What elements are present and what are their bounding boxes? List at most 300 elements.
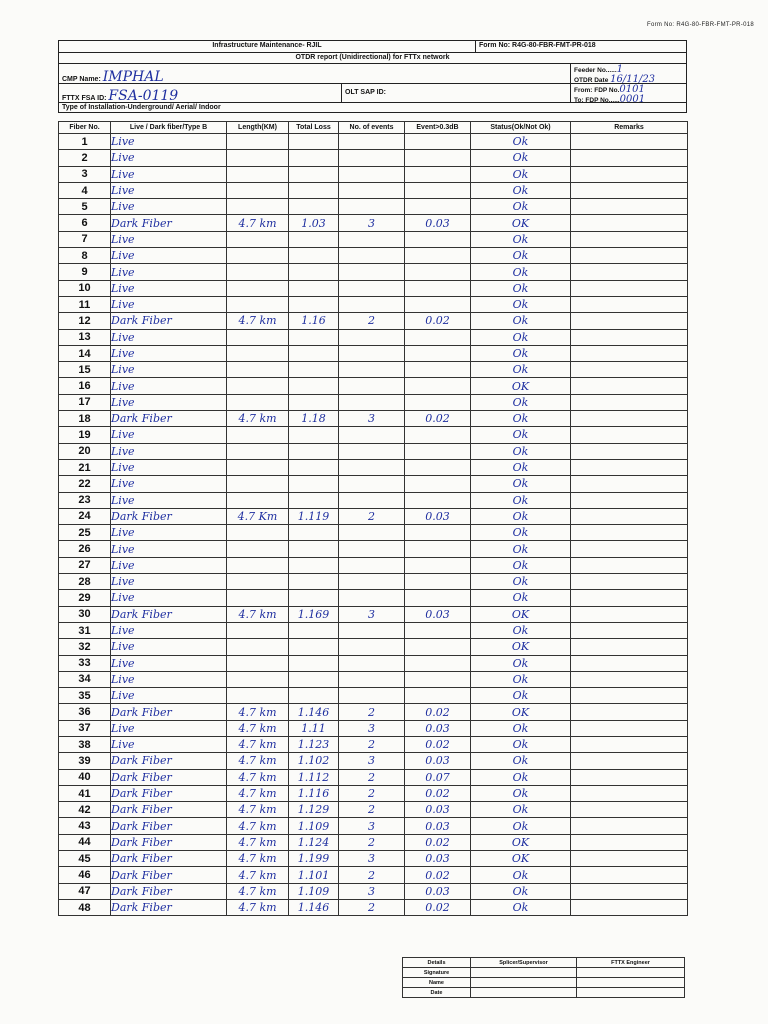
table-row: [59, 345, 688, 361]
length-value: [227, 280, 289, 296]
event-03db-value: 0.07: [405, 769, 471, 785]
table-row: [59, 134, 688, 150]
total-loss-value: [289, 296, 339, 312]
status-value: Ok: [471, 769, 571, 785]
event-03db-value: 0.02: [405, 834, 471, 850]
total-loss-value: 1.199: [289, 851, 339, 867]
events-count: 3: [339, 753, 405, 769]
length-value: 4.7 km: [227, 606, 289, 622]
table-row: [59, 508, 688, 524]
table-row: [59, 883, 688, 899]
total-loss-value: [289, 264, 339, 280]
total-loss-value: [289, 525, 339, 541]
table-row: [59, 199, 688, 215]
events-count: [339, 378, 405, 394]
total-loss-value: 1.18: [289, 411, 339, 427]
events-count: [339, 688, 405, 704]
table-row: [59, 215, 688, 231]
status-value: Ok: [471, 166, 571, 182]
events-count: 2: [339, 704, 405, 720]
fsa-id-value: FSA-0119: [108, 88, 179, 102]
length-value: [227, 590, 289, 606]
events-count: 2: [339, 736, 405, 752]
fiber-type: Live: [111, 476, 227, 492]
event-03db-value: [405, 231, 471, 247]
form-number: Form No: R4G-80-FBR-FMT-PR-018: [479, 42, 596, 49]
length-value: [227, 362, 289, 378]
table-row: [59, 443, 688, 459]
status-value: Ok: [471, 736, 571, 752]
length-value: [227, 199, 289, 215]
event-03db-value: [405, 166, 471, 182]
status-value: Ok: [471, 296, 571, 312]
total-loss-value: [289, 655, 339, 671]
table-row: [59, 557, 688, 573]
status-value: Ok: [471, 688, 571, 704]
length-value: [227, 378, 289, 394]
table-row: [59, 736, 688, 752]
fiber-number: 32: [59, 639, 111, 655]
from-fdp-label: From: FDP No.: [574, 87, 620, 94]
fiber-type: Live: [111, 264, 227, 280]
remarks-value: [571, 688, 688, 704]
col-fiber-no: Fiber No.: [59, 122, 111, 134]
col-fiber-type: Live / Dark fiber/Type B: [111, 122, 227, 134]
sig-cell: [471, 978, 577, 988]
remarks-value: [571, 345, 688, 361]
fiber-number: 42: [59, 802, 111, 818]
event-03db-value: [405, 525, 471, 541]
events-count: [339, 443, 405, 459]
event-03db-value: 0.02: [405, 313, 471, 329]
table-row: [59, 427, 688, 443]
fiber-number: 1: [59, 134, 111, 150]
length-value: 4.7 km: [227, 818, 289, 834]
table-row: [59, 704, 688, 720]
remarks-value: [571, 802, 688, 818]
events-count: [339, 459, 405, 475]
fiber-number: 29: [59, 590, 111, 606]
event-03db-value: [405, 459, 471, 475]
total-loss-value: 1.124: [289, 834, 339, 850]
fiber-type: Live: [111, 280, 227, 296]
remarks-value: [571, 785, 688, 801]
total-loss-value: [289, 541, 339, 557]
length-value: 4.7 km: [227, 867, 289, 883]
signature-box: [402, 957, 685, 998]
status-value: OK: [471, 834, 571, 850]
table-row: [59, 394, 688, 410]
status-value: OK: [471, 378, 571, 394]
total-loss-value: [289, 443, 339, 459]
table-row: [59, 590, 688, 606]
length-value: [227, 394, 289, 410]
status-value: Ok: [471, 231, 571, 247]
status-value: Ok: [471, 720, 571, 736]
status-value: OK: [471, 606, 571, 622]
event-03db-value: [405, 182, 471, 198]
total-loss-value: [289, 345, 339, 361]
to-fdp-value: 0001: [619, 94, 646, 102]
remarks-value: [571, 394, 688, 410]
total-loss-value: [289, 248, 339, 264]
fiber-type: Dark Fiber: [111, 785, 227, 801]
remarks-value: [571, 199, 688, 215]
fiber-number: 17: [59, 394, 111, 410]
fiber-type: Live: [111, 427, 227, 443]
event-03db-value: 0.03: [405, 508, 471, 524]
table-body: [59, 134, 688, 916]
remarks-value: [571, 166, 688, 182]
table-row: [59, 476, 688, 492]
events-count: 2: [339, 834, 405, 850]
fiber-type: Dark Fiber: [111, 769, 227, 785]
events-count: [339, 427, 405, 443]
total-loss-value: [289, 280, 339, 296]
event-03db-value: [405, 345, 471, 361]
fiber-number: 35: [59, 688, 111, 704]
status-value: Ok: [471, 883, 571, 899]
length-value: [227, 345, 289, 361]
total-loss-value: 1.112: [289, 769, 339, 785]
length-value: 4.7 km: [227, 834, 289, 850]
length-value: [227, 329, 289, 345]
length-value: [227, 688, 289, 704]
remarks-value: [571, 378, 688, 394]
events-count: [339, 182, 405, 198]
remarks-value: [571, 492, 688, 508]
fiber-type: Dark Fiber: [111, 834, 227, 850]
fiber-type: Live: [111, 459, 227, 475]
fiber-number: 19: [59, 427, 111, 443]
events-count: [339, 671, 405, 687]
total-loss-value: 1.101: [289, 867, 339, 883]
table-row: [59, 720, 688, 736]
fiber-number: 18: [59, 411, 111, 427]
events-count: 2: [339, 867, 405, 883]
fiber-type: Live: [111, 443, 227, 459]
total-loss-value: [289, 639, 339, 655]
total-loss-value: [289, 231, 339, 247]
total-loss-value: 1.03: [289, 215, 339, 231]
events-count: [339, 557, 405, 573]
fiber-number: 38: [59, 736, 111, 752]
fiber-number: 22: [59, 476, 111, 492]
total-loss-value: 1.102: [289, 753, 339, 769]
event-03db-value: [405, 574, 471, 590]
fiber-number: 5: [59, 199, 111, 215]
remarks-value: [571, 769, 688, 785]
fiber-type: Dark Fiber: [111, 899, 227, 915]
org-title: Infrastructure Maintenance- RJIL: [59, 41, 476, 52]
col-status: Status(Ok/Not Ok): [471, 122, 571, 134]
table-row: [59, 688, 688, 704]
length-value: [227, 248, 289, 264]
length-value: 4.7 km: [227, 411, 289, 427]
form-number-top: Form No: R4G-80-FBR-FMT-PR-018: [646, 22, 754, 28]
event-03db-value: [405, 622, 471, 638]
sig-row-date: Date: [403, 988, 471, 998]
table-row: [59, 639, 688, 655]
length-value: 4.7 km: [227, 785, 289, 801]
table-row: [59, 459, 688, 475]
event-03db-value: 0.02: [405, 785, 471, 801]
fiber-number: 16: [59, 378, 111, 394]
table-row: [59, 362, 688, 378]
otdr-table: [58, 121, 688, 916]
event-03db-value: [405, 688, 471, 704]
length-value: 4.7 km: [227, 851, 289, 867]
length-value: [227, 476, 289, 492]
table-row: [59, 834, 688, 850]
remarks-value: [571, 411, 688, 427]
length-value: [227, 492, 289, 508]
total-loss-value: [289, 459, 339, 475]
event-03db-value: 0.03: [405, 883, 471, 899]
length-value: 4.7 km: [227, 215, 289, 231]
status-value: Ok: [471, 443, 571, 459]
length-value: 4.7 km: [227, 736, 289, 752]
event-03db-value: [405, 427, 471, 443]
total-loss-value: 1.16: [289, 313, 339, 329]
fiber-type: Live: [111, 590, 227, 606]
remarks-value: [571, 427, 688, 443]
fiber-number: 27: [59, 557, 111, 573]
status-value: Ok: [471, 867, 571, 883]
total-loss-value: 1.129: [289, 802, 339, 818]
fiber-type: Live: [111, 525, 227, 541]
status-value: Ok: [471, 802, 571, 818]
events-count: 2: [339, 508, 405, 524]
remarks-value: [571, 329, 688, 345]
remarks-value: [571, 574, 688, 590]
fiber-type: Dark Fiber: [111, 411, 227, 427]
fiber-type: Live: [111, 231, 227, 247]
status-value: Ok: [471, 362, 571, 378]
remarks-value: [571, 622, 688, 638]
total-loss-value: [289, 378, 339, 394]
length-value: [227, 134, 289, 150]
status-value: Ok: [471, 182, 571, 198]
fiber-type: Live: [111, 574, 227, 590]
event-03db-value: [405, 639, 471, 655]
table-row: [59, 802, 688, 818]
event-03db-value: [405, 655, 471, 671]
event-03db-value: 0.03: [405, 215, 471, 231]
events-count: 2: [339, 769, 405, 785]
fiber-number: 2: [59, 150, 111, 166]
remarks-value: [571, 851, 688, 867]
form-header: [58, 40, 687, 113]
fiber-number: 31: [59, 622, 111, 638]
events-count: 3: [339, 411, 405, 427]
length-value: [227, 622, 289, 638]
fiber-type: Live: [111, 557, 227, 573]
status-value: Ok: [471, 199, 571, 215]
total-loss-value: [289, 150, 339, 166]
events-count: [339, 199, 405, 215]
length-value: [227, 166, 289, 182]
installation-type: Type of Installation-Underground/ Aerial/ Indoor: [62, 104, 221, 111]
total-loss-value: [289, 134, 339, 150]
events-count: [339, 150, 405, 166]
status-value: Ok: [471, 655, 571, 671]
fiber-type: Live: [111, 345, 227, 361]
total-loss-value: 1.146: [289, 704, 339, 720]
events-count: 2: [339, 802, 405, 818]
total-loss-value: [289, 329, 339, 345]
length-value: [227, 525, 289, 541]
feeder-no-value: 1: [616, 64, 623, 75]
table-row: [59, 378, 688, 394]
fiber-type: Live: [111, 492, 227, 508]
table-row: [59, 851, 688, 867]
length-value: 4.7 km: [227, 753, 289, 769]
table-row: [59, 182, 688, 198]
event-03db-value: 0.02: [405, 867, 471, 883]
sig-cell: [577, 968, 685, 978]
total-loss-value: [289, 557, 339, 573]
col-total-loss: Total Loss: [289, 122, 339, 134]
col-remarks: Remarks: [571, 122, 688, 134]
event-03db-value: [405, 557, 471, 573]
remarks-value: [571, 264, 688, 280]
status-value: Ok: [471, 753, 571, 769]
total-loss-value: [289, 671, 339, 687]
table-row: [59, 899, 688, 915]
event-03db-value: [405, 492, 471, 508]
remarks-value: [571, 557, 688, 573]
fiber-type: Live: [111, 688, 227, 704]
remarks-value: [571, 459, 688, 475]
event-03db-value: 0.02: [405, 704, 471, 720]
fiber-type: Live: [111, 655, 227, 671]
fiber-type: Dark Fiber: [111, 883, 227, 899]
fiber-type: Live: [111, 329, 227, 345]
events-count: 3: [339, 606, 405, 622]
fiber-type: Live: [111, 671, 227, 687]
status-value: Ok: [471, 785, 571, 801]
fiber-type: Live: [111, 182, 227, 198]
events-count: 3: [339, 720, 405, 736]
table-row: [59, 541, 688, 557]
remarks-value: [571, 541, 688, 557]
table-row: [59, 671, 688, 687]
sig-header-details: Details: [403, 958, 471, 968]
events-count: [339, 231, 405, 247]
cmp-name-label: CMP Name:: [62, 76, 101, 83]
status-value: Ok: [471, 411, 571, 427]
event-03db-value: 0.03: [405, 802, 471, 818]
length-value: 4.7 km: [227, 883, 289, 899]
status-value: Ok: [471, 818, 571, 834]
events-count: [339, 541, 405, 557]
table-row: [59, 867, 688, 883]
fiber-number: 20: [59, 443, 111, 459]
fiber-number: 3: [59, 166, 111, 182]
fiber-type: Live: [111, 720, 227, 736]
length-value: 4.7 km: [227, 720, 289, 736]
fiber-type: Live: [111, 639, 227, 655]
table-row: [59, 166, 688, 182]
fiber-number: 39: [59, 753, 111, 769]
length-value: [227, 427, 289, 443]
total-loss-value: 1.109: [289, 883, 339, 899]
length-value: [227, 182, 289, 198]
fiber-number: 45: [59, 851, 111, 867]
event-03db-value: 0.03: [405, 818, 471, 834]
fiber-number: 44: [59, 834, 111, 850]
remarks-value: [571, 248, 688, 264]
fiber-number: 21: [59, 459, 111, 475]
status-value: Ok: [471, 541, 571, 557]
total-loss-value: [289, 199, 339, 215]
fiber-type: Live: [111, 150, 227, 166]
remarks-value: [571, 362, 688, 378]
table-row: [59, 411, 688, 427]
status-value: OK: [471, 704, 571, 720]
length-value: [227, 150, 289, 166]
event-03db-value: 0.03: [405, 606, 471, 622]
remarks-value: [571, 639, 688, 655]
fiber-type: Dark Fiber: [111, 606, 227, 622]
event-03db-value: [405, 443, 471, 459]
status-value: Ok: [471, 313, 571, 329]
event-03db-value: [405, 199, 471, 215]
event-03db-value: 0.03: [405, 753, 471, 769]
table-header-row: [59, 122, 688, 134]
sig-header-engineer: FTTX Engineer: [577, 958, 685, 968]
olt-sap-label: OLT SAP ID:: [345, 89, 386, 96]
fiber-number: 40: [59, 769, 111, 785]
remarks-value: [571, 834, 688, 850]
fiber-number: 28: [59, 574, 111, 590]
status-value: Ok: [471, 427, 571, 443]
total-loss-value: 1.116: [289, 785, 339, 801]
fiber-number: 12: [59, 313, 111, 329]
table-row: [59, 248, 688, 264]
length-value: [227, 639, 289, 655]
sig-row-signature: Signature: [403, 968, 471, 978]
table-row: [59, 313, 688, 329]
table-row: [59, 150, 688, 166]
total-loss-value: 1.146: [289, 899, 339, 915]
length-value: 4.7 km: [227, 704, 289, 720]
total-loss-value: [289, 492, 339, 508]
length-value: [227, 655, 289, 671]
remarks-value: [571, 899, 688, 915]
total-loss-value: 1.109: [289, 818, 339, 834]
total-loss-value: 1.119: [289, 508, 339, 524]
fiber-number: 47: [59, 883, 111, 899]
remarks-value: [571, 671, 688, 687]
table-row: [59, 231, 688, 247]
events-count: [339, 329, 405, 345]
status-value: Ok: [471, 476, 571, 492]
total-loss-value: [289, 574, 339, 590]
event-03db-value: 0.02: [405, 899, 471, 915]
status-value: Ok: [471, 329, 571, 345]
fiber-number: 46: [59, 867, 111, 883]
fiber-type: Live: [111, 378, 227, 394]
length-value: [227, 557, 289, 573]
events-count: 3: [339, 883, 405, 899]
status-value: Ok: [471, 574, 571, 590]
status-value: Ok: [471, 134, 571, 150]
table-row: [59, 753, 688, 769]
total-loss-value: [289, 622, 339, 638]
sig-row-name: Name: [403, 978, 471, 988]
